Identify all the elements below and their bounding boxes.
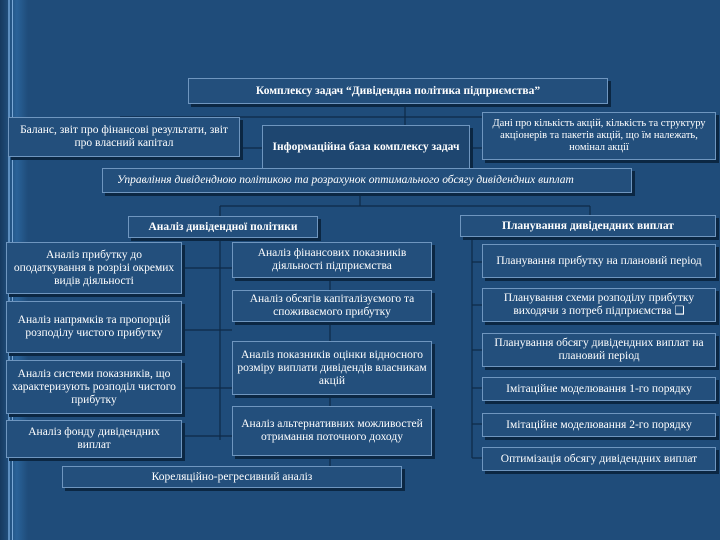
analysis-center-item-label: Аналіз фінансових показників діяльності підприємства [257,247,407,272]
planning-item [482,413,716,437]
planning-item-label: Імітаційне моделювання 2-го порядку [506,418,692,431]
analysis-left-item [6,301,182,353]
planning-item [482,288,716,322]
input-shares-data-label: Дані про кількість акцій, кількість та структуру акціонерів та пакетів акцій, що їм належать, номінал акції [492,118,706,153]
analysis-center-item [232,290,432,322]
planning-item-label: Планування схеми розподілу прибутку виходячи з потреб підприємства ❑ [503,292,695,317]
input-financial-statements [8,117,240,157]
planning-item [482,377,716,401]
regression-analysis-label: Кореляційно-регресивний аналіз [151,470,313,483]
diagram-title: Комплексу задач “Дивідендна політика підприємства” [255,84,541,97]
management-label: Управління дивідендною політикою та розрахунок оптимального обсягу дивідендних виплат [117,174,574,186]
input-information-base-label: Інформаційна база комплексу задач [272,140,460,153]
title-box [188,78,608,104]
analysis-center-item [232,242,432,278]
planning-header [460,215,716,237]
planning-item [482,333,716,367]
analysis-center-item-label: Аналіз альтернативних можливостей отримання поточного доходу [241,418,423,443]
analysis-header-label: Аналіз дивідендної політики [148,220,298,233]
analysis-center-item [232,341,432,395]
planning-header-label: Планування дивідендних виплат [502,219,674,232]
input-financial-statements-label: Баланс, звіт про фінансові результати, звіт про власний капітал [20,124,228,149]
analysis-left-item [6,242,182,294]
analysis-center-item-label: Аналіз показників оцінки відносного розміру виплати дивідендів власникам акцій [237,348,427,387]
planning-item-label: Планування обсягу дивідендних виплат на плановий період [494,337,704,362]
planning-item-label: Планування прибутку на плановий період [496,254,702,267]
analysis-left-item [6,420,182,458]
analysis-left-item-label: Аналіз фонду дивідендних виплат [28,426,160,451]
planning-item [482,244,716,278]
planning-item [482,447,716,471]
management-box [102,168,632,193]
analysis-header [128,216,318,238]
planning-item-label: Імітаційне моделювання 1-го порядку [506,382,692,395]
input-information-base [262,125,470,169]
analysis-center-item-label: Аналіз обсягів капіталізуємого та споживаємого прибутку [249,293,415,318]
analysis-left-item-label: Аналіз системи показників, що характеризують розподіл чистого прибутку [12,367,176,406]
input-shares-data [482,112,716,160]
analysis-left-item-label: Аналіз прибутку до оподаткування в розрізі окремих видів діяльності [13,248,175,287]
analysis-left-item-label: Аналіз напрямків та пропорцій розподілу чистого прибутку [17,314,171,339]
analysis-center-item [232,406,432,456]
regression-analysis-box [62,466,402,488]
planning-item-label: Оптимізація обсягу дивідендних виплат [500,452,698,465]
analysis-left-item [6,360,182,414]
